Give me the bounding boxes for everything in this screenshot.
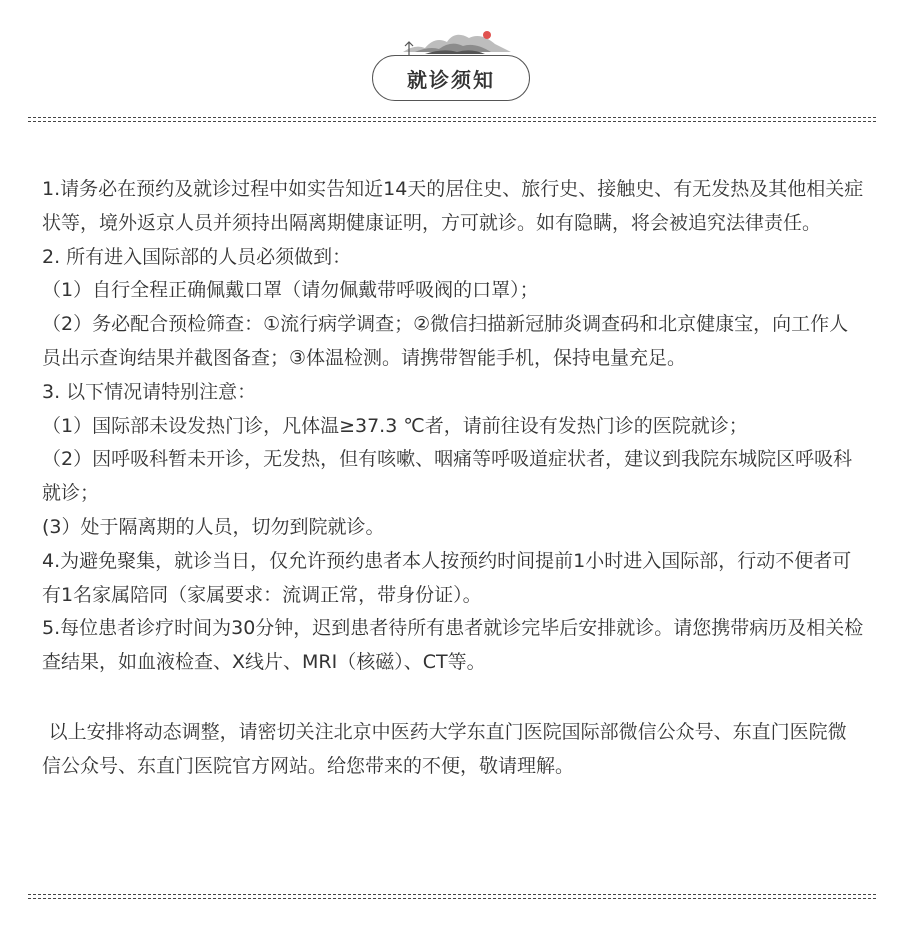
- paragraph-2-1: （1）自行全程正确佩戴口罩（请勿佩戴带呼吸阀的口罩）；: [42, 279, 539, 302]
- spacer: [42, 680, 864, 716]
- bottom-divider: [28, 894, 876, 899]
- paragraph-2: 2. 所有进入国际部的人员必须做到：: [42, 245, 352, 268]
- title-badge: [372, 55, 530, 101]
- paragraph-5: 5.每位患者诊疗时间为30分钟，迟到患者待所有患者就诊完毕后安排就诊。请您携带病历及相关检查结果，如血液检查、X线片、MRI（核磁）、CT等。: [42, 617, 864, 674]
- paragraph-3: 3. 以下情况请特别注意：: [42, 380, 257, 403]
- paragraph-4: 4.为避免聚集，就诊当日，仅允许预约患者本人按预约时间提前1小时进入国际部，行动不便者可有1名家属陪同（家属要求：流调正常，带身份证）。: [42, 549, 852, 606]
- closing-note: 以上安排将动态调整，请密切关注北京中医药大学东直门医院国际部微信公众号、东直门医院微信公众号、东直门医院官方网站。给您带来的不便，敬请理解。: [42, 720, 847, 777]
- paragraph-3-1: （1）国际部未设发热门诊，凡体温≥37.3 ℃者，请前往设有发热门诊的医院就诊；: [42, 414, 748, 437]
- page-title: 就诊须知: [407, 67, 495, 92]
- paragraph-3-3: (3）处于隔离期的人员，切勿到院就诊。: [42, 515, 385, 538]
- top-divider: [28, 117, 876, 122]
- paragraph-2-2: （2）务必配合预检筛查：①流行病学调查；②微信扫描新冠肺炎调查码和北京健康宝，向工作人员出示查询结果并截图备查；③体温检测。请携带智能手机，保持电量充足。: [42, 313, 849, 369]
- paragraph-3-2: （2）因呼吸科暂未开诊，无发热，但有咳嗽、咽痛等呼吸道症状者，建议到我院东城院区呼吸科就诊；: [42, 448, 853, 505]
- notice-body: [42, 173, 864, 784]
- paragraph-1: 1.请务必在预约及就诊过程中如实告知近14天的居住史、旅行史、接触史、有无发热及其他相关症状等，境外返京人员并须持出隔离期健康证明，方可就诊。如有隐瞒，将会被追究法律责任。: [42, 178, 864, 234]
